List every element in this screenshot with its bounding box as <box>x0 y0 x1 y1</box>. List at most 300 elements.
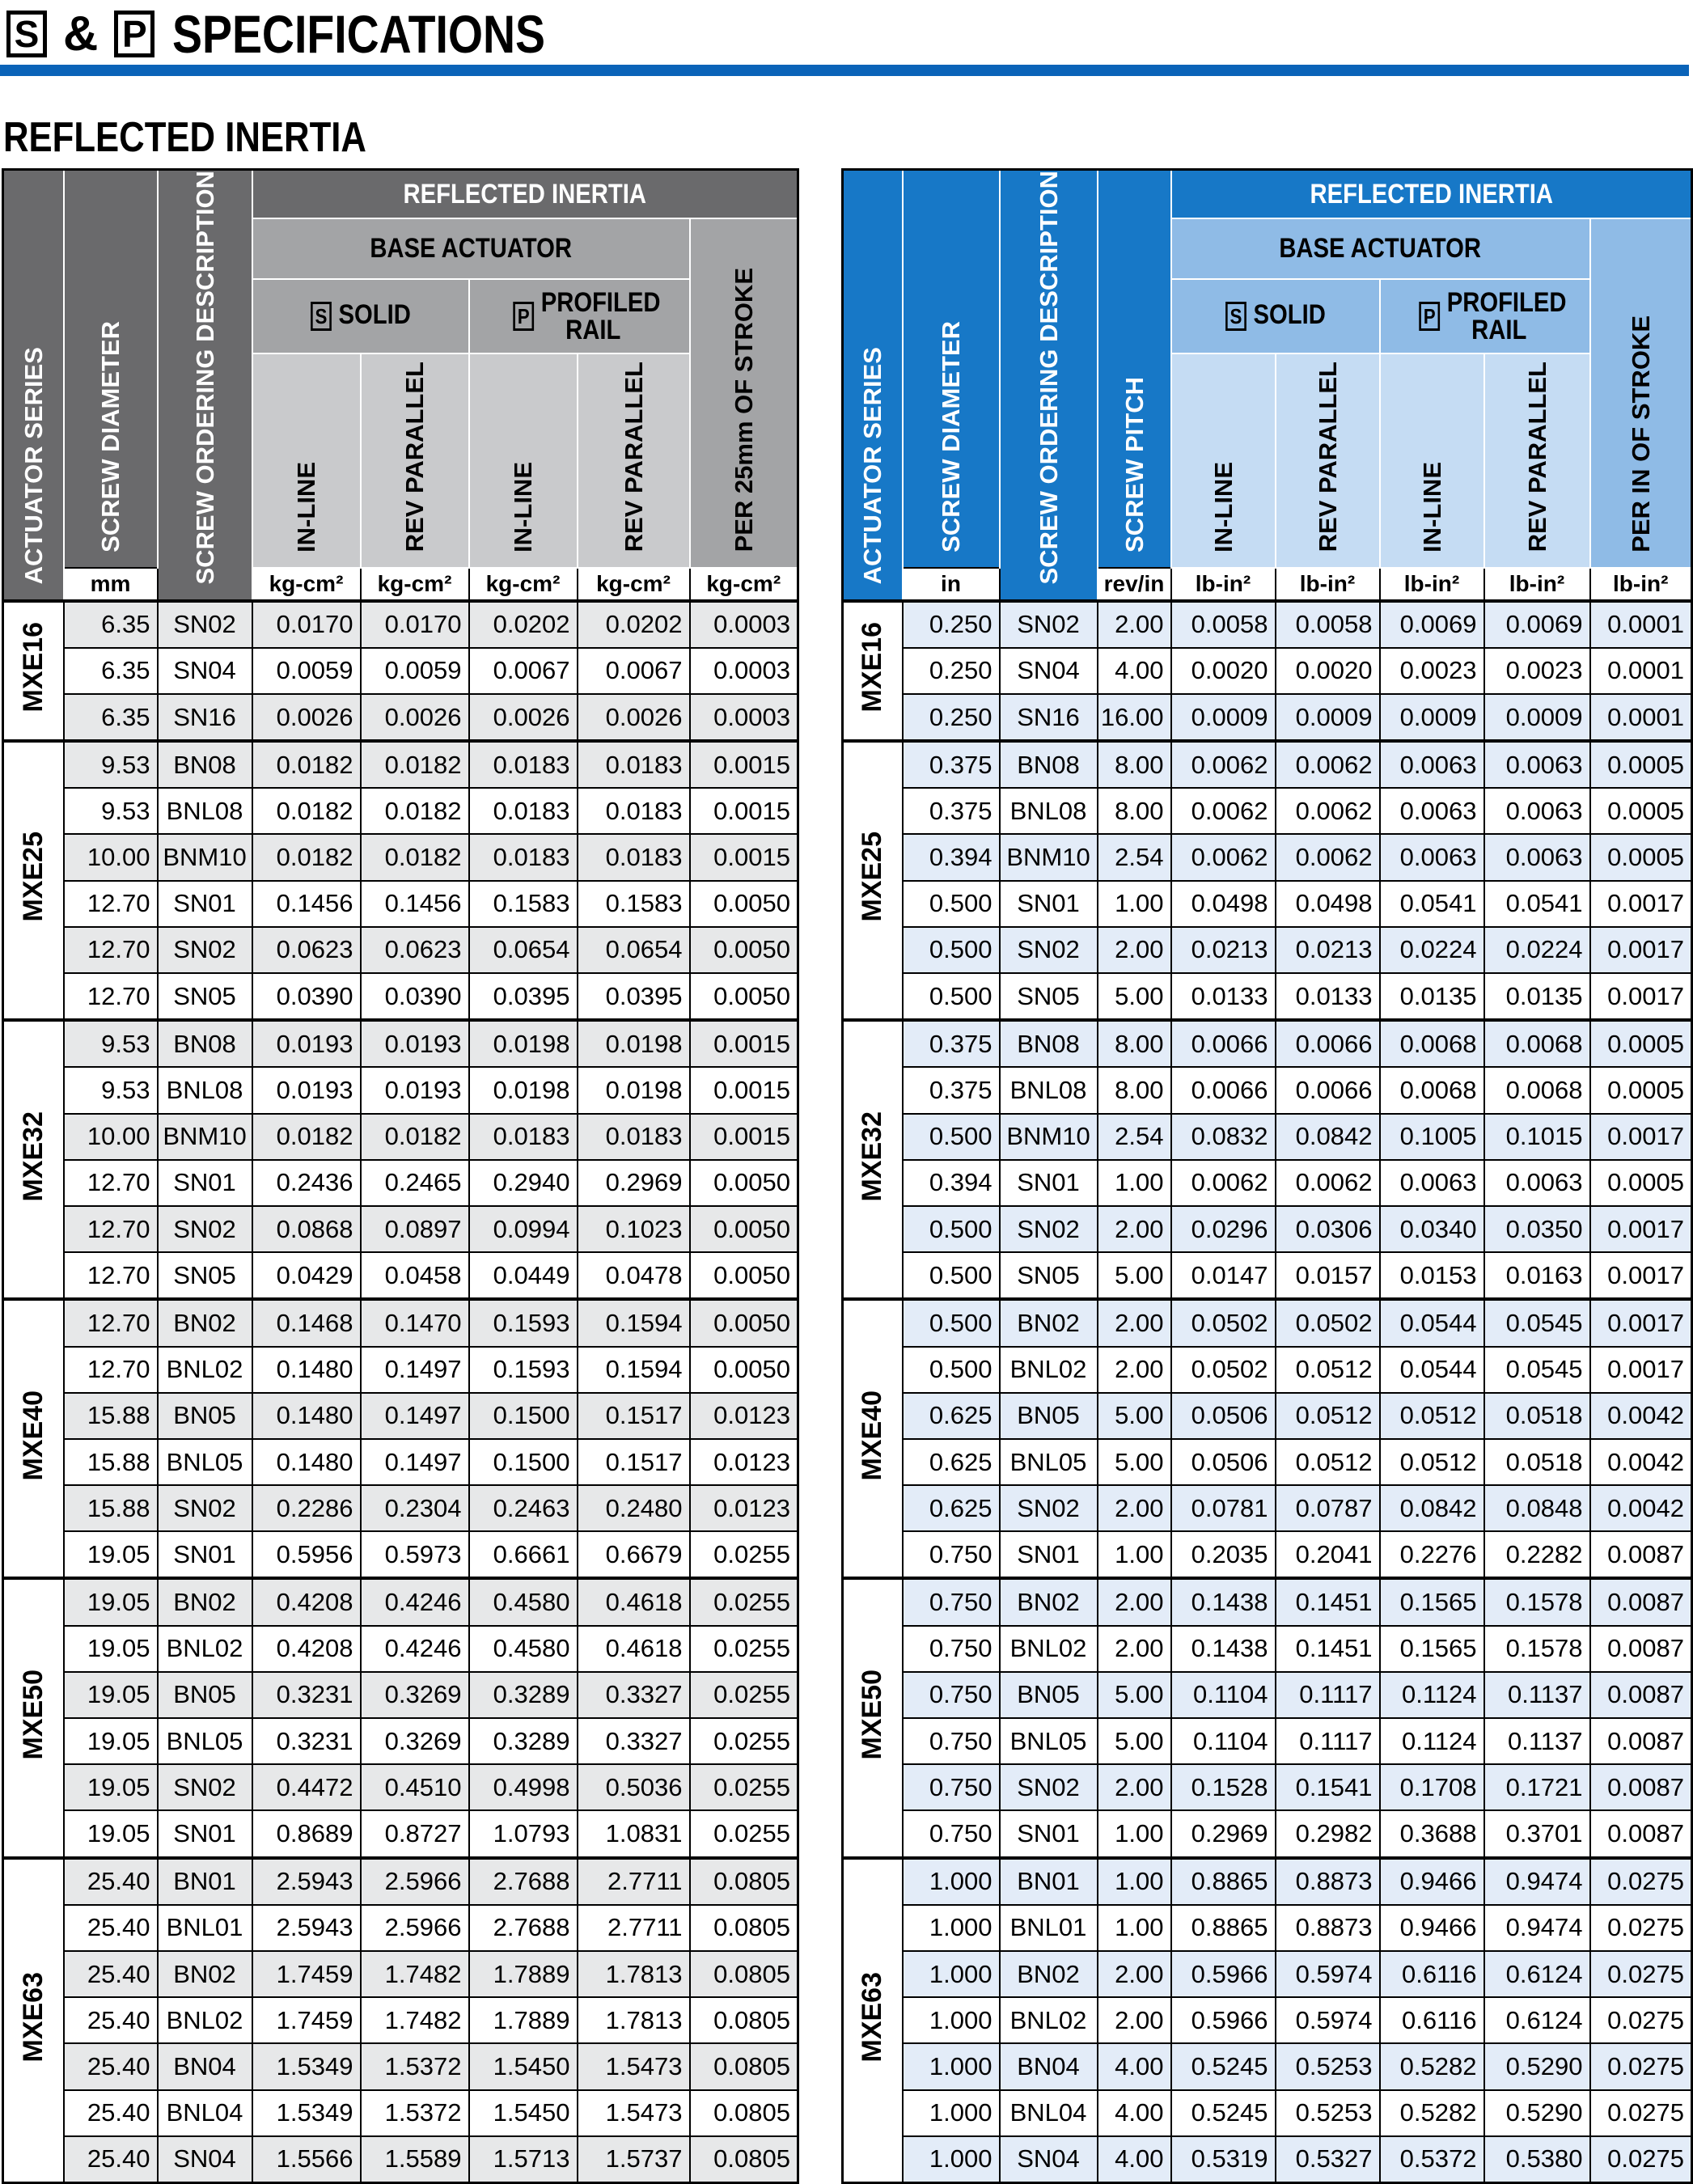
in-line-2-cell: 0.0202 <box>469 601 578 648</box>
per-stroke-cell: 0.0042 <box>1590 1439 1692 1485</box>
screw-pitch-cell: 2.00 <box>1098 601 1171 648</box>
rev-parallel-2-cell: 0.0183 <box>578 834 690 880</box>
table-row <box>843 1160 1692 1206</box>
in-line-cell: 0.0020 <box>1171 648 1276 694</box>
in-line-cell: 0.2436 <box>252 1160 361 1206</box>
rev-parallel-cell: 0.0623 <box>361 927 469 973</box>
in-line-2-cell: 0.0009 <box>1380 694 1484 741</box>
in-line-cell: 0.8865 <box>1171 1858 1276 1905</box>
unit-rev-parallel-2: lb-in² <box>1484 568 1590 601</box>
unit-rev-parallel: kg-cm² <box>361 568 469 601</box>
rev-parallel-2-cell: 0.0541 <box>1484 881 1590 927</box>
profiled-icon: P <box>513 302 534 331</box>
in-line-2-cell: 0.1583 <box>469 881 578 927</box>
rev-parallel-2-cell: 1.5737 <box>578 2136 690 2183</box>
rev-parallel-2-cell: 0.3327 <box>578 1718 690 1764</box>
rev-parallel-2-cell: 0.0067 <box>578 648 690 694</box>
rev-parallel-cell: 0.0512 <box>1276 1393 1380 1439</box>
table-row <box>3 1905 798 1951</box>
per-stroke-cell: 0.0017 <box>1590 881 1692 927</box>
in-line-2-cell: 0.1005 <box>1380 1114 1484 1160</box>
rev-parallel-cell: 0.1497 <box>361 1439 469 1485</box>
in-line-2-cell: 0.2276 <box>1380 1531 1484 1578</box>
rev-parallel-cell: 0.0897 <box>361 1206 469 1252</box>
rev-parallel-cell: 0.0062 <box>1276 1160 1380 1206</box>
in-line-cell: 0.4472 <box>252 1764 361 1810</box>
rev-parallel-2-cell: 0.0198 <box>578 1067 690 1113</box>
screw-diameter-cell: 25.40 <box>64 1905 158 1951</box>
rev-parallel-cell: 0.0182 <box>361 788 469 834</box>
per-stroke-cell: 0.0275 <box>1590 2136 1692 2183</box>
screw-diameter-cell: 19.05 <box>64 1764 158 1810</box>
table-row <box>843 881 1692 927</box>
rev-parallel-cell: 0.4246 <box>361 1578 469 1625</box>
screw-diameter-cell: 0.625 <box>903 1439 1000 1485</box>
screw-ordering-cell: SN05 <box>158 1252 252 1299</box>
in-line-cell: 0.0182 <box>252 788 361 834</box>
rev-parallel-cell: 0.1117 <box>1276 1718 1380 1764</box>
in-line-cell: 0.1468 <box>252 1299 361 1346</box>
screw-ordering-cell: SN02 <box>1000 1764 1098 1810</box>
rev-parallel-cell: 0.0193 <box>361 1067 469 1113</box>
actuator-series-cell: MXE63 <box>3 1858 64 2183</box>
in-line-cell: 0.0066 <box>1171 1067 1276 1113</box>
rev-parallel-cell: 0.0182 <box>361 1114 469 1160</box>
per-stroke-cell: 0.0017 <box>1590 1252 1692 1299</box>
in-line-2-cell: 0.0069 <box>1380 601 1484 648</box>
header-per-stroke: PER 25mm OF STROKE <box>690 218 798 568</box>
screw-ordering-cell: SN01 <box>1000 1531 1098 1578</box>
per-stroke-cell: 0.0017 <box>1590 1206 1692 1252</box>
in-line-2-cell: 0.9466 <box>1380 1858 1484 1905</box>
rev-parallel-2-cell: 0.1578 <box>1484 1626 1590 1672</box>
table-row <box>843 1252 1692 1299</box>
rev-parallel-cell: 0.1451 <box>1276 1626 1380 1672</box>
rev-parallel-2-cell: 0.0009 <box>1484 694 1590 741</box>
rev-parallel-2-cell: 0.0350 <box>1484 1206 1590 1252</box>
rev-parallel-2-cell: 0.0198 <box>578 1020 690 1067</box>
in-line-2-cell: 0.0068 <box>1380 1067 1484 1113</box>
table-row <box>843 741 1692 788</box>
per-stroke-cell: 0.0015 <box>690 741 798 788</box>
per-stroke-cell: 0.0123 <box>690 1393 798 1439</box>
rev-parallel-2-cell: 0.5290 <box>1484 2090 1590 2136</box>
per-stroke-cell: 0.0087 <box>1590 1531 1692 1578</box>
in-line-2-cell: 0.4580 <box>469 1626 578 1672</box>
screw-ordering-cell: BN05 <box>158 1672 252 1718</box>
table-row <box>843 694 1692 741</box>
rev-parallel-cell: 0.5973 <box>361 1531 469 1578</box>
table-row <box>843 1718 1692 1764</box>
screw-ordering-cell: BNL05 <box>158 1439 252 1485</box>
screw-diameter-cell: 0.750 <box>903 1578 1000 1625</box>
screw-diameter-cell: 0.250 <box>903 601 1000 648</box>
in-line-2-cell: 0.0023 <box>1380 648 1484 694</box>
screw-diameter-cell: 10.00 <box>64 1114 158 1160</box>
rev-parallel-cell: 0.1497 <box>361 1393 469 1439</box>
screw-pitch-cell: 5.00 <box>1098 1252 1171 1299</box>
header-screw-pitch: SCREW PITCH <box>1098 170 1171 568</box>
in-line-cell: 0.0182 <box>252 834 361 880</box>
per-stroke-cell: 0.0005 <box>1590 1020 1692 1067</box>
per-stroke-cell: 0.0017 <box>1590 973 1692 1020</box>
screw-diameter-cell: 0.500 <box>903 1347 1000 1393</box>
table-row <box>843 2090 1692 2136</box>
screw-ordering-cell: BNL02 <box>158 1997 252 2043</box>
rev-parallel-2-cell: 0.6124 <box>1484 1997 1590 2043</box>
screw-ordering-cell: BN01 <box>158 1858 252 1905</box>
rev-parallel-2-cell: 0.0063 <box>1484 741 1590 788</box>
screw-pitch-cell: 2.00 <box>1098 1206 1171 1252</box>
screw-ordering-cell: SN02 <box>1000 1206 1098 1252</box>
per-stroke-cell: 0.0087 <box>1590 1764 1692 1810</box>
screw-diameter-cell: 0.750 <box>903 1810 1000 1857</box>
in-line-cell: 0.0062 <box>1171 741 1276 788</box>
rev-parallel-cell: 0.1541 <box>1276 1764 1380 1810</box>
per-stroke-cell: 0.0275 <box>1590 1951 1692 1997</box>
screw-ordering-cell: BNL08 <box>1000 788 1098 834</box>
header-in-line-2: IN-LINE <box>469 353 578 568</box>
in-line-cell: 0.1480 <box>252 1439 361 1485</box>
per-stroke-cell: 0.0275 <box>1590 1858 1692 1905</box>
rev-parallel-cell: 0.5974 <box>1276 1997 1380 2043</box>
screw-ordering-cell: BN05 <box>158 1393 252 1439</box>
screw-pitch-cell: 2.54 <box>1098 1114 1171 1160</box>
screw-ordering-cell: BN08 <box>158 741 252 788</box>
screw-pitch-cell: 5.00 <box>1098 1439 1171 1485</box>
rev-parallel-cell: 0.0502 <box>1276 1299 1380 1346</box>
rev-parallel-2-cell: 1.7813 <box>578 1997 690 2043</box>
table-row <box>843 1299 1692 1346</box>
screw-ordering-cell: SN02 <box>158 1206 252 1252</box>
table-row <box>3 601 798 648</box>
table-row <box>843 834 1692 880</box>
rev-parallel-cell: 0.5253 <box>1276 2043 1380 2089</box>
table-row <box>3 1206 798 1252</box>
screw-ordering-cell: SN01 <box>1000 881 1098 927</box>
header-screw-diameter: SCREW DIAMETER <box>64 170 158 568</box>
in-line-cell: 0.0009 <box>1171 694 1276 741</box>
rev-parallel-2-cell: 0.4618 <box>578 1578 690 1625</box>
screw-pitch-cell: 1.00 <box>1098 1810 1171 1857</box>
table-row <box>3 1252 798 1299</box>
screw-pitch-cell: 5.00 <box>1098 1393 1171 1439</box>
screw-pitch-cell: 1.00 <box>1098 1858 1171 1905</box>
table-row <box>843 1951 1692 1997</box>
imperial-table-body <box>843 601 1692 2183</box>
screw-pitch-cell: 2.00 <box>1098 1764 1171 1810</box>
rev-parallel-2-cell: 0.0395 <box>578 973 690 1020</box>
rev-parallel-2-cell: 0.0848 <box>1484 1485 1590 1531</box>
rev-parallel-2-cell: 0.0545 <box>1484 1299 1590 1346</box>
in-line-cell: 0.0062 <box>1171 834 1276 880</box>
in-line-cell: 1.7459 <box>252 1997 361 2043</box>
screw-diameter-cell: 1.000 <box>903 1858 1000 1905</box>
header-reflected-inertia: REFLECTED INERTIA <box>252 170 798 218</box>
screw-diameter-cell: 12.70 <box>64 1347 158 1393</box>
table-row <box>3 788 798 834</box>
in-line-2-cell: 0.0198 <box>469 1020 578 1067</box>
screw-ordering-cell: BNL04 <box>1000 2090 1098 2136</box>
per-stroke-cell: 0.0017 <box>1590 927 1692 973</box>
actuator-series-cell: MXE16 <box>843 601 903 742</box>
screw-diameter-cell: 25.40 <box>64 1997 158 2043</box>
rev-parallel-cell: 0.0133 <box>1276 973 1380 1020</box>
screw-diameter-cell: 0.394 <box>903 834 1000 880</box>
screw-ordering-cell: BNL02 <box>1000 1997 1098 2043</box>
per-stroke-cell: 0.0255 <box>690 1718 798 1764</box>
screw-diameter-cell: 0.375 <box>903 1067 1000 1113</box>
screw-diameter-cell: 9.53 <box>64 1067 158 1113</box>
screw-diameter-cell: 0.250 <box>903 694 1000 741</box>
table-row <box>3 881 798 927</box>
screw-ordering-cell: SN02 <box>158 1764 252 1810</box>
in-line-cell: 0.0026 <box>252 694 361 741</box>
screw-ordering-cell: BN05 <box>1000 1672 1098 1718</box>
header-per-stroke: PER IN OF STROKE <box>1590 218 1692 568</box>
per-stroke-cell: 0.0042 <box>1590 1393 1692 1439</box>
screw-ordering-cell: BN08 <box>158 1020 252 1067</box>
table-row <box>3 2136 798 2183</box>
screw-ordering-cell: SN05 <box>1000 973 1098 1020</box>
in-line-2-cell: 1.7889 <box>469 1951 578 1997</box>
table-row <box>843 1114 1692 1160</box>
table-row <box>843 2043 1692 2089</box>
header-profiled-rail: P PROFILED RAIL <box>469 279 690 353</box>
per-stroke-cell: 0.0275 <box>1590 1905 1692 1951</box>
in-line-cell: 0.5966 <box>1171 1951 1276 1997</box>
in-line-2-cell: 1.7889 <box>469 1997 578 2043</box>
screw-ordering-cell: BN02 <box>158 1299 252 1346</box>
per-stroke-cell: 0.0087 <box>1590 1718 1692 1764</box>
rev-parallel-cell: 0.0512 <box>1276 1439 1380 1485</box>
rev-parallel-2-cell: 0.0183 <box>578 788 690 834</box>
rev-parallel-cell: 0.0390 <box>361 973 469 1020</box>
in-line-cell: 0.5245 <box>1171 2090 1276 2136</box>
in-line-cell: 0.5319 <box>1171 2136 1276 2183</box>
per-stroke-cell: 0.0015 <box>690 834 798 880</box>
rev-parallel-2-cell: 0.1583 <box>578 881 690 927</box>
rev-parallel-cell: 0.0062 <box>1276 834 1380 880</box>
table-row <box>3 1626 798 1672</box>
screw-ordering-cell: BNL08 <box>158 788 252 834</box>
screw-ordering-cell: SN01 <box>158 1531 252 1578</box>
rev-parallel-2-cell: 0.2480 <box>578 1485 690 1531</box>
screw-pitch-cell: 8.00 <box>1098 1020 1171 1067</box>
screw-diameter-cell: 1.000 <box>903 1905 1000 1951</box>
rev-parallel-cell: 0.2041 <box>1276 1531 1380 1578</box>
in-line-cell: 0.0506 <box>1171 1439 1276 1485</box>
screw-ordering-cell: SN04 <box>1000 648 1098 694</box>
actuator-series-cell: MXE16 <box>3 601 64 742</box>
in-line-2-cell: 0.1708 <box>1380 1764 1484 1810</box>
rev-parallel-2-cell: 2.7711 <box>578 1858 690 1905</box>
in-line-cell: 0.0390 <box>252 973 361 1020</box>
unit-per-stroke: lb-in² <box>1590 568 1692 601</box>
table-row <box>843 927 1692 973</box>
in-line-cell: 0.1104 <box>1171 1718 1276 1764</box>
rev-parallel-cell: 0.2465 <box>361 1160 469 1206</box>
rev-parallel-2-cell: 0.0023 <box>1484 648 1590 694</box>
rev-parallel-2-cell: 0.0518 <box>1484 1439 1590 1485</box>
in-line-2-cell: 0.0153 <box>1380 1252 1484 1299</box>
in-line-2-cell: 0.0512 <box>1380 1393 1484 1439</box>
in-line-cell: 0.1456 <box>252 881 361 927</box>
rev-parallel-cell: 0.5974 <box>1276 1951 1380 1997</box>
per-stroke-cell: 0.0017 <box>1590 1347 1692 1393</box>
profiled-icon: P <box>1419 302 1440 331</box>
in-line-2-cell: 2.7688 <box>469 1858 578 1905</box>
screw-diameter-cell: 12.70 <box>64 1299 158 1346</box>
screw-diameter-cell: 19.05 <box>64 1810 158 1857</box>
in-line-cell: 0.0832 <box>1171 1114 1276 1160</box>
in-line-cell: 0.0429 <box>252 1252 361 1299</box>
per-stroke-cell: 0.0805 <box>690 1858 798 1905</box>
actuator-series-cell: MXE40 <box>3 1299 64 1578</box>
screw-diameter-cell: 0.375 <box>903 741 1000 788</box>
screw-pitch-cell: 2.00 <box>1098 1626 1171 1672</box>
rev-parallel-2-cell: 0.0478 <box>578 1252 690 1299</box>
screw-pitch-cell: 1.00 <box>1098 1905 1171 1951</box>
per-stroke-cell: 0.0050 <box>690 1299 798 1346</box>
in-line-2-cell: 0.0541 <box>1380 881 1484 927</box>
in-line-cell: 0.2035 <box>1171 1531 1276 1578</box>
per-stroke-cell: 0.0001 <box>1590 694 1692 741</box>
rev-parallel-cell: 0.2304 <box>361 1485 469 1531</box>
header-profiled-rail: P PROFILED RAIL <box>1380 279 1590 353</box>
per-stroke-cell: 0.0003 <box>690 601 798 648</box>
rev-parallel-2-cell: 0.1517 <box>578 1439 690 1485</box>
rev-parallel-cell: 0.0066 <box>1276 1020 1380 1067</box>
screw-diameter-cell: 0.375 <box>903 1020 1000 1067</box>
rev-parallel-2-cell: 0.0069 <box>1484 601 1590 648</box>
in-line-2-cell: 0.0026 <box>469 694 578 741</box>
rev-parallel-cell: 0.0009 <box>1276 694 1380 741</box>
header-base-actuator: BASE ACTUATOR <box>1171 218 1590 279</box>
table-row <box>843 973 1692 1020</box>
screw-ordering-cell: BNL01 <box>1000 1905 1098 1951</box>
per-stroke-cell: 0.0087 <box>1590 1672 1692 1718</box>
in-line-2-cell: 0.1500 <box>469 1439 578 1485</box>
actuator-series-cell: MXE50 <box>843 1578 903 1857</box>
table-row <box>3 1810 798 1857</box>
screw-diameter-cell: 0.250 <box>903 648 1000 694</box>
rev-parallel-cell: 0.0193 <box>361 1020 469 1067</box>
rev-parallel-2-cell: 0.0068 <box>1484 1020 1590 1067</box>
screw-ordering-cell: SN01 <box>1000 1160 1098 1206</box>
in-line-2-cell: 0.0068 <box>1380 1020 1484 1067</box>
per-stroke-cell: 0.0017 <box>1590 1114 1692 1160</box>
screw-pitch-cell: 4.00 <box>1098 648 1171 694</box>
rev-parallel-2-cell: 0.1721 <box>1484 1764 1590 1810</box>
per-stroke-cell: 0.0017 <box>1590 1299 1692 1346</box>
header-in-line: IN-LINE <box>1171 353 1276 568</box>
per-stroke-cell: 0.0003 <box>690 694 798 741</box>
rev-parallel-cell: 0.0066 <box>1276 1067 1380 1113</box>
table-row <box>843 601 1692 648</box>
rev-parallel-cell: 0.0182 <box>361 741 469 788</box>
rev-parallel-2-cell: 0.3701 <box>1484 1810 1590 1857</box>
screw-ordering-cell: BN02 <box>158 1951 252 1997</box>
rev-parallel-cell: 0.0058 <box>1276 601 1380 648</box>
screw-ordering-cell: BN02 <box>1000 1299 1098 1346</box>
rev-parallel-cell: 0.4510 <box>361 1764 469 1810</box>
screw-pitch-cell: 2.00 <box>1098 1951 1171 1997</box>
screw-diameter-cell: 25.40 <box>64 2090 158 2136</box>
screw-diameter-cell: 0.500 <box>903 1206 1000 1252</box>
table-row <box>843 1393 1692 1439</box>
screw-ordering-cell: SN02 <box>158 601 252 648</box>
screw-diameter-cell: 0.625 <box>903 1485 1000 1531</box>
in-line-2-cell: 1.5450 <box>469 2090 578 2136</box>
screw-ordering-cell: BNM10 <box>158 1114 252 1160</box>
rev-parallel-2-cell: 0.0063 <box>1484 788 1590 834</box>
rev-parallel-cell: 0.0062 <box>1276 741 1380 788</box>
rev-parallel-cell: 0.0062 <box>1276 788 1380 834</box>
screw-diameter-cell: 0.500 <box>903 927 1000 973</box>
rev-parallel-2-cell: 0.0063 <box>1484 834 1590 880</box>
per-stroke-cell: 0.0275 <box>1590 2090 1692 2136</box>
in-line-2-cell: 0.0183 <box>469 741 578 788</box>
screw-diameter-cell: 0.750 <box>903 1531 1000 1578</box>
unit-diameter: in <box>903 568 1000 601</box>
rev-parallel-2-cell: 0.1015 <box>1484 1114 1590 1160</box>
table-row <box>3 1578 798 1625</box>
screw-ordering-cell: SN04 <box>158 648 252 694</box>
in-line-cell: 0.5956 <box>252 1531 361 1578</box>
rev-parallel-2-cell: 2.7711 <box>578 1905 690 1951</box>
screw-diameter-cell: 19.05 <box>64 1578 158 1625</box>
screw-ordering-cell: BN08 <box>1000 1020 1098 1067</box>
screw-diameter-cell: 15.88 <box>64 1393 158 1439</box>
table-row <box>843 1764 1692 1810</box>
in-line-2-cell: 0.0544 <box>1380 1347 1484 1393</box>
in-line-2-cell: 0.3688 <box>1380 1810 1484 1857</box>
in-line-2-cell: 0.9466 <box>1380 1905 1484 1951</box>
screw-ordering-cell: SN01 <box>158 1160 252 1206</box>
screw-diameter-cell: 12.70 <box>64 1160 158 1206</box>
actuator-series-cell: MXE40 <box>843 1299 903 1578</box>
per-stroke-cell: 0.0255 <box>690 1672 798 1718</box>
rev-parallel-cell: 1.7482 <box>361 1997 469 2043</box>
table-row <box>843 1206 1692 1252</box>
table-row <box>3 1439 798 1485</box>
solid-icon: S <box>1225 302 1246 331</box>
table-row <box>3 927 798 973</box>
in-line-cell: 0.0193 <box>252 1020 361 1067</box>
unit-in-line: lb-in² <box>1171 568 1276 601</box>
screw-pitch-cell: 16.00 <box>1098 694 1171 741</box>
rev-parallel-2-cell: 0.0545 <box>1484 1347 1590 1393</box>
table-row <box>843 1347 1692 1393</box>
actuator-series-cell: MXE32 <box>3 1020 64 1299</box>
screw-ordering-cell: BNL05 <box>158 1718 252 1764</box>
screw-diameter-cell: 12.70 <box>64 881 158 927</box>
rev-parallel-cell: 1.7482 <box>361 1951 469 1997</box>
screw-ordering-cell: SN05 <box>158 973 252 1020</box>
per-stroke-cell: 0.0123 <box>690 1485 798 1531</box>
rev-parallel-2-cell: 0.1137 <box>1484 1718 1590 1764</box>
per-stroke-cell: 0.0001 <box>1590 648 1692 694</box>
screw-ordering-cell: BNL02 <box>1000 1626 1098 1672</box>
screw-ordering-cell: BNM10 <box>158 834 252 880</box>
screw-pitch-cell: 5.00 <box>1098 1718 1171 1764</box>
rev-parallel-cell: 0.5327 <box>1276 2136 1380 2183</box>
screw-diameter-cell: 25.40 <box>64 1858 158 1905</box>
per-stroke-cell: 0.0050 <box>690 1206 798 1252</box>
rev-parallel-cell: 0.8727 <box>361 1810 469 1857</box>
table-row <box>843 1020 1692 1067</box>
